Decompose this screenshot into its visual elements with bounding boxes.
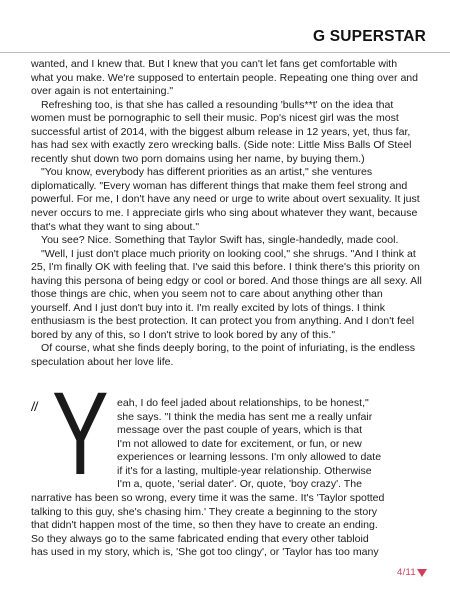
dropcap-line: I'm a, quote, 'serial dater'. Or, quote, 'boy crazy'. The xyxy=(117,478,362,490)
dropcap-line: talking to this guy, she's chasing him.' They create a beginning to the story xyxy=(31,506,378,518)
dropcap-line: message over the past couple of years, which is that xyxy=(117,424,363,436)
paragraph: You see? Nice. Something that Taylor Swift has, single-handedly, made cool. xyxy=(41,234,399,247)
paragraph: "You know, everybody has different priorities as an artist," she ventures diplomatically. "Every woman has different things that make them feel strong and powerful. For me, I don't have any need or urge to write about overt sexuality. It just never occurs to me. I appreciate girls who sing about whatever they want, because that's what they want to sing about." xyxy=(31,166,420,233)
triangle-down-icon[interactable] xyxy=(417,569,427,577)
dropcap-line: if it's for a lasting, multiple-year relationship. Otherwise xyxy=(117,465,372,477)
dropcap-line: eah, I do feel jaded about relationships, to be honest," xyxy=(117,397,369,409)
dropcap-line: narrative has been so wrong, every time it was the same. It's 'Taylor spotted xyxy=(31,492,385,504)
dropcap-line: So they always go to the same fabricated ending that every other tabloid xyxy=(31,533,369,545)
page-number: 4/11 xyxy=(397,567,416,578)
dropcap-line: she says. "I think the media has sent me a really unfair xyxy=(117,411,373,423)
section-marker: // xyxy=(31,399,38,415)
paragraph: "Well, I just don't place much priority on looking cool," she shrugs. "And I think at 25, I'm finally OK with feeling that. I've said this before. I think there's this priority on having this persona of being edgy or cool or bored. And those things are all sexy. All those things are chic, when you seem not to care about anything other than yourself. And I just don't buy into it. I'm really excited by lots of things. I think enthusiasm is the best protection. It can protect you from anything. And I don't feel bored by any of this, so I don't strive to look bored by any of this." xyxy=(31,247,422,341)
dropcap-line: has used in my story, which is, 'She got too clingy', or 'Taylor has too many xyxy=(31,546,379,558)
header-divider xyxy=(0,52,450,53)
dropcap-line: I'm not allowed to date for excitement, or fun, or new xyxy=(117,438,362,450)
article-body xyxy=(31,58,422,370)
paragraph: Refreshing too, is that she has called a resounding 'bulls**t' on the idea that women must be pornographic to sell their music. Pop's nicest girl was the most successful artist of 2014, with the biggest album release in 12 years, yet, thus far, has had sex with exactly zero wrecking balls. (Side note: Little Miss Balls Of Steel recently shut down two porn domains using her name, by buying them.) xyxy=(31,98,412,165)
dropcap-line: that didn't happen most of the time, so then they have to create an ending. xyxy=(31,519,378,531)
paragraph: Of course, what she finds deeply boring, to the point of infuriating, is the endless speculation about her love life. xyxy=(31,342,416,369)
section-title: G SUPERSTAR xyxy=(312,28,426,45)
dropcap-letter: Y xyxy=(52,368,109,500)
dropcap-line: experiences or learning lessons. I'm only allowed to date xyxy=(117,451,382,463)
paragraph: wanted, and I knew that. But I knew that you can't let fans get comfortable with what you make. We're supposed to entertain people. Repeating one thing over and over again is not entertaining." xyxy=(31,58,419,98)
